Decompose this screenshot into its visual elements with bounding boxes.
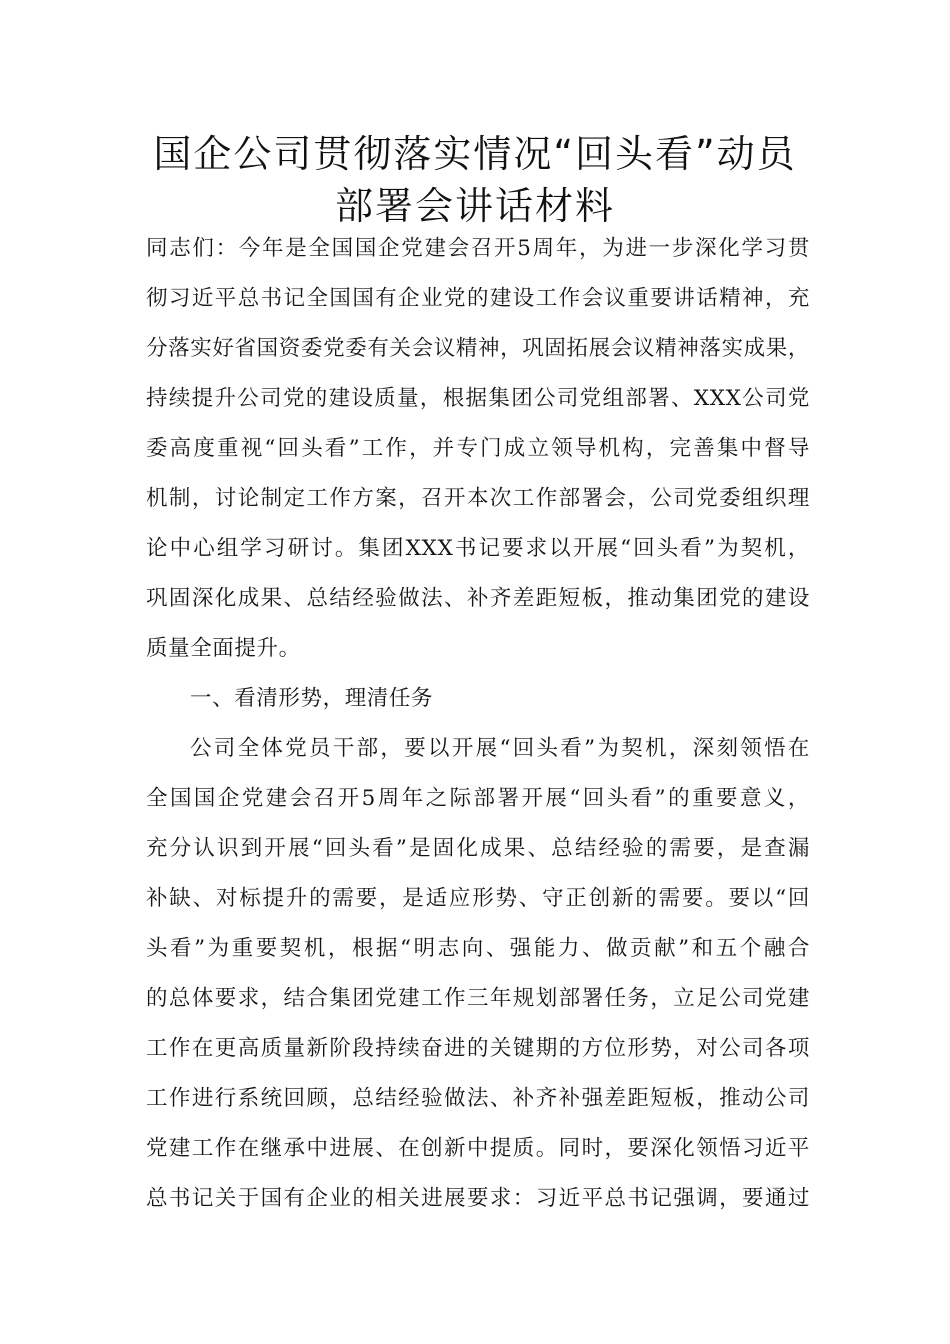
section-body-line: 全国国企党建会召开5周年之际部署开展“回头看”的重要意义， [146,786,810,811]
section-body-line: 工作在更高质量新阶段持续奋进的关键期的方位形势，对公司各项 [146,1036,810,1061]
intro-line: 分落实好省国资委党委有关会议精神，巩固拓展会议精神落实成果， [146,336,810,361]
section-body-line: 头看”为重要契机，根据“明志向、强能力、做贡献”和五个融合 [146,936,810,961]
intro-line: 机制，讨论制定工作方案，召开本次工作部署会，公司党委组织理 [146,486,810,511]
section-body-line: 总书记关于国有企业的相关进展要求：习近平总书记强调，要通过 [146,1186,810,1211]
section-body-line: 补缺、对标提升的需要，是适应形势、守正创新的需要。要以“回 [146,886,810,911]
intro-line: 同志们：今年是全国国企党建会召开5周年，为进一步深化学习贯 [146,236,810,261]
section-body-line: 公司全体党员干部，要以开展“回头看”为契机，深刻领悟在 [190,736,810,761]
intro-line: 巩固深化成果、总结经验做法、补齐差距短板，推动集团党的建设 [146,586,810,611]
section-body-line: 充分认识到开展“回头看”是固化成果、总结经验的需要，是查漏 [146,836,810,861]
document-title-line-1: 国企公司贯彻落实情况“回头看”动员 [153,132,797,176]
intro-line: 持续提升公司党的建设质量，根据集团公司党组部署、XXX公司党 [146,386,810,411]
intro-line: 质量全面提升。 [146,636,301,661]
section-body-line: 工作进行系统回顾，总结经验做法、补齐补强差距短板，推动公司 [146,1086,810,1111]
section-heading: 一、看清形势，理清任务 [190,686,434,711]
intro-line: 委高度重视“回头看”工作，并专门成立领导机构，完善集中督导 [146,436,810,461]
document-title-line-2: 部署会讲话材料 [334,184,615,228]
section-body-line: 党建工作在继承中进展、在创新中提质。同时，要深化领悟习近平 [146,1136,810,1161]
section-body-line: 的总体要求，结合集团党建工作三年规划部署任务，立足公司党建 [146,986,810,1011]
intro-line: 论中心组学习研讨。集团XXX书记要求以开展“回头看”为契机， [146,536,810,561]
intro-line: 彻习近平总书记全国国有企业党的建设工作会议重要讲话精神，充 [146,286,810,311]
